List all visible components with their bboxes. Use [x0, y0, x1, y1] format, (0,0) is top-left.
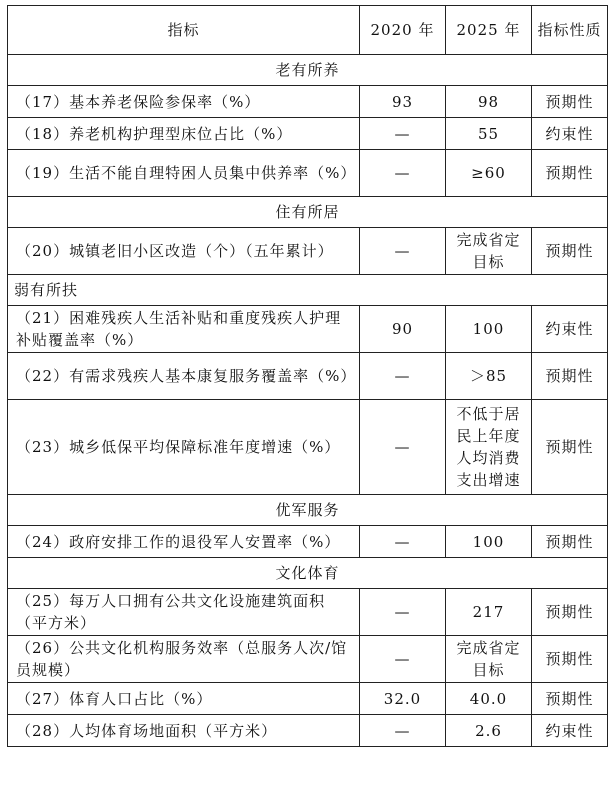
nature-cell: 约束性	[532, 306, 608, 353]
indicator-cell: （18）养老机构护理型床位占比（%）	[8, 118, 360, 150]
section-title: 住有所居	[8, 197, 608, 228]
value-2025-cell: 217	[446, 589, 532, 636]
nature-cell: 约束性	[532, 715, 608, 747]
section-row	[8, 558, 608, 589]
value-2020-cell: —	[360, 353, 446, 400]
table-row	[8, 86, 608, 118]
value-2025-cell: 不低于居民上年度人均消费支出增速	[446, 400, 532, 495]
table-row	[8, 118, 608, 150]
value-2020-cell: —	[360, 636, 446, 683]
table-body	[8, 55, 608, 747]
value-2025-cell: 完成省定目标	[446, 636, 532, 683]
section-title: 弱有所扶	[8, 275, 608, 306]
value-2020-cell: —	[360, 526, 446, 558]
nature-cell: 预期性	[532, 86, 608, 118]
value-2025-cell: ＞85	[446, 353, 532, 400]
value-2020-cell: 32.0	[360, 683, 446, 715]
nature-cell: 预期性	[532, 589, 608, 636]
indicator-cell: （24）政府安排工作的退役军人安置率（%）	[8, 526, 360, 558]
table-row	[8, 353, 608, 400]
table-row	[8, 228, 608, 275]
section-row	[8, 197, 608, 228]
value-2020-cell: —	[360, 228, 446, 275]
table-row	[8, 589, 608, 636]
section-title: 文化体育	[8, 558, 608, 589]
value-2020-cell: 90	[360, 306, 446, 353]
value-2020-cell: —	[360, 589, 446, 636]
section-row	[8, 55, 608, 86]
nature-cell: 预期性	[532, 228, 608, 275]
value-2020-cell: —	[360, 400, 446, 495]
value-2025-cell: 完成省定目标	[446, 228, 532, 275]
indicator-cell: （23）城乡低保平均保障标准年度增速（%）	[8, 400, 360, 495]
value-2025-cell: 100	[446, 526, 532, 558]
table-row	[8, 150, 608, 197]
value-2025-cell: 55	[446, 118, 532, 150]
value-2025-cell: 40.0	[446, 683, 532, 715]
indicator-cell: （25）每万人口拥有公共文化设施建筑面积（平方米）	[8, 589, 360, 636]
section-title: 老有所养	[8, 55, 608, 86]
table-row	[8, 400, 608, 495]
indicator-cell: （19）生活不能自理特困人员集中供养率（%）	[8, 150, 360, 197]
header-indicator: 指标	[8, 6, 360, 55]
indicator-table	[7, 5, 608, 747]
table-row	[8, 683, 608, 715]
section-row	[8, 495, 608, 526]
indicator-cell: （27）体育人口占比（%）	[8, 683, 360, 715]
header-nature: 指标性质	[532, 6, 608, 55]
indicator-cell: （28）人均体育场地面积（平方米）	[8, 715, 360, 747]
table-row	[8, 715, 608, 747]
nature-cell: 预期性	[532, 353, 608, 400]
indicator-cell: （22）有需求残疾人基本康复服务覆盖率（%）	[8, 353, 360, 400]
table-row	[8, 306, 608, 353]
value-2025-cell: 100	[446, 306, 532, 353]
value-2025-cell: 98	[446, 86, 532, 118]
section-title: 优军服务	[8, 495, 608, 526]
table-row	[8, 636, 608, 683]
nature-cell: 预期性	[532, 400, 608, 495]
nature-cell: 约束性	[532, 118, 608, 150]
header-2020: 2020 年	[360, 6, 446, 55]
indicator-cell: （17）基本养老保险参保率（%）	[8, 86, 360, 118]
value-2025-cell: ≥60	[446, 150, 532, 197]
header-row	[8, 6, 608, 55]
value-2020-cell: 93	[360, 86, 446, 118]
indicator-cell: （21）困难残疾人生活补贴和重度残疾人护理补贴覆盖率（%）	[8, 306, 360, 353]
indicator-cell: （20）城镇老旧小区改造（个）（五年累计）	[8, 228, 360, 275]
table-row	[8, 526, 608, 558]
value-2020-cell: —	[360, 150, 446, 197]
nature-cell: 预期性	[532, 526, 608, 558]
nature-cell: 预期性	[532, 683, 608, 715]
indicator-cell: （26）公共文化机构服务效率（总服务人次/馆员规模）	[8, 636, 360, 683]
header-2025: 2025 年	[446, 6, 532, 55]
nature-cell: 预期性	[532, 636, 608, 683]
section-row	[8, 275, 608, 306]
value-2020-cell: —	[360, 118, 446, 150]
value-2025-cell: 2.6	[446, 715, 532, 747]
nature-cell: 预期性	[532, 150, 608, 197]
value-2020-cell: —	[360, 715, 446, 747]
